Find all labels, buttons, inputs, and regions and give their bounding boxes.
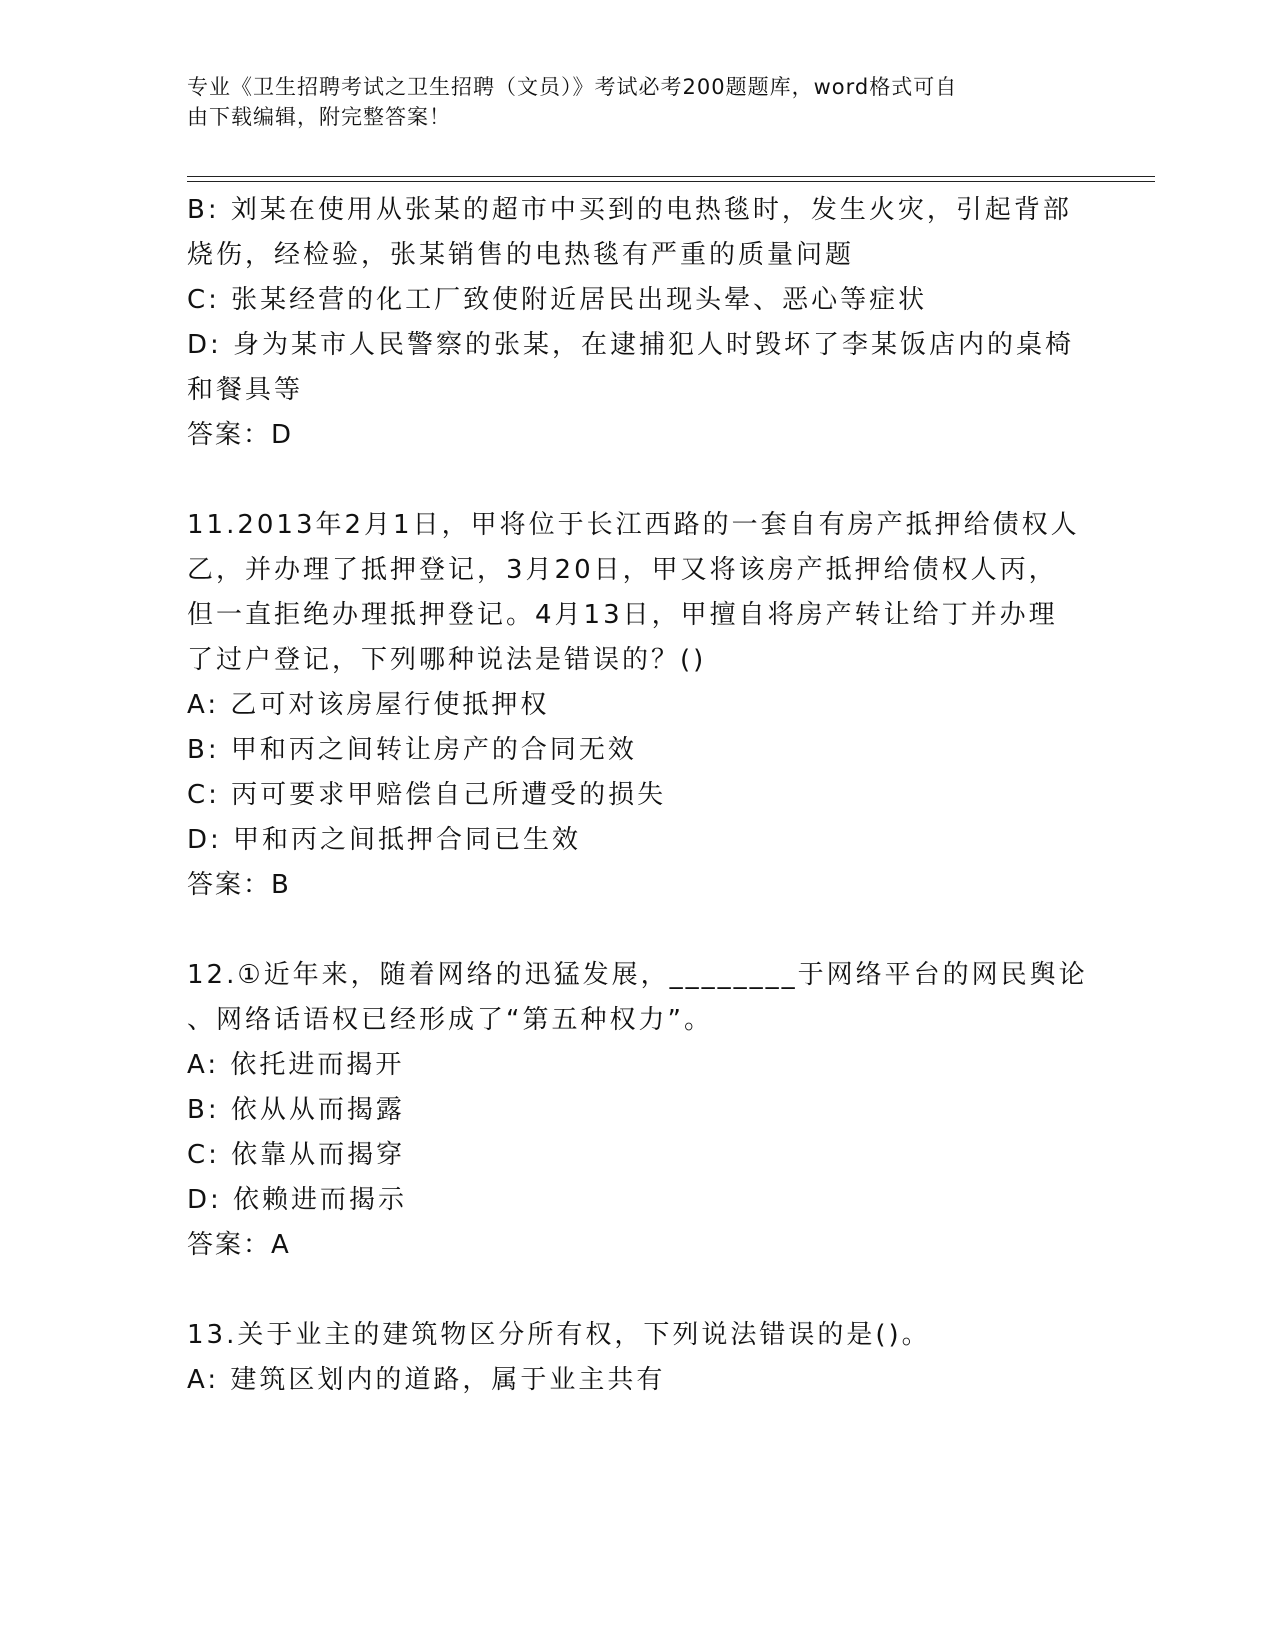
header-double-rule — [187, 176, 1155, 182]
document-header — [187, 72, 1067, 132]
option-b: B: 依从从而揭露 — [187, 1095, 405, 1125]
option-b-continued: 烧伤，经检验，张某销售的电热毯有严重的质量问题 — [187, 240, 855, 270]
answer: 答案：D — [187, 420, 294, 450]
option-d-continued: 和餐具等 — [187, 375, 304, 405]
question-13 — [187, 1313, 1087, 1403]
option-d: D: 依赖进而揭示 — [187, 1185, 408, 1215]
question-stem: 12.①近年来，随着网络的迅猛发展，________于网络平台的网民舆论 — [187, 960, 1088, 990]
answer: 答案：A — [187, 1230, 291, 1260]
header-line-1: 专业《卫生招聘考试之卫生招聘（文员）》考试必考200题题库，word格式可自 — [187, 75, 958, 99]
option-c: C: 张某经营的化工厂致使附近居民出现头晕、恶心等症状 — [187, 285, 928, 315]
question-10-continued — [187, 188, 1087, 458]
question-stem: 13.关于业主的建筑物区分所有权，下列说法错误的是()。 — [187, 1320, 931, 1350]
question-list — [187, 188, 1087, 1403]
question-stem-continued: 乙，并办理了抵押登记，3月20日，甲又将该房产抵押给债权人丙， — [187, 555, 1058, 585]
option-d: D: 身为某市人民警察的张某，在逮捕犯人时毁坏了李某饭店内的桌椅 — [187, 330, 1075, 360]
option-c: C: 依靠从而揭穿 — [187, 1140, 406, 1170]
question-stem-continued: 了过户登记，下列哪种说法是错误的？() — [187, 645, 707, 675]
question-stem-continued: 但一直拒绝办理抵押登记。4月13日，甲擅自将房产转让给丁并办理 — [187, 600, 1058, 630]
spacer — [187, 458, 1087, 503]
question-stem-continued: 、网络话语权已经形成了“第五种权力”。 — [187, 1005, 713, 1035]
option-a: A: 建筑区划内的道路，属于业主共有 — [187, 1365, 666, 1395]
question-stem: 11.2013年2月1日，甲将位于长江西路的一套自有房产抵押给债权人 — [187, 510, 1080, 540]
option-d: D: 甲和丙之间抵押合同已生效 — [187, 825, 582, 855]
question-11 — [187, 503, 1087, 908]
spacer — [187, 908, 1087, 953]
option-b: B: 甲和丙之间转让房产的合同无效 — [187, 735, 637, 765]
spacer — [187, 1268, 1087, 1313]
option-b: B: 刘某在使用从张某的超市中买到的电热毯时，发生火灾，引起背部 — [187, 195, 1072, 225]
option-a: A: 乙可对该房屋行使抵押权 — [187, 690, 550, 720]
question-12 — [187, 953, 1087, 1268]
option-c: C: 丙可要求甲赔偿自己所遭受的损失 — [187, 780, 667, 810]
header-line-2: 由下载编辑，附完整答案！ — [187, 105, 451, 129]
answer: 答案：B — [187, 870, 291, 900]
option-a: A: 依托进而揭开 — [187, 1050, 405, 1080]
